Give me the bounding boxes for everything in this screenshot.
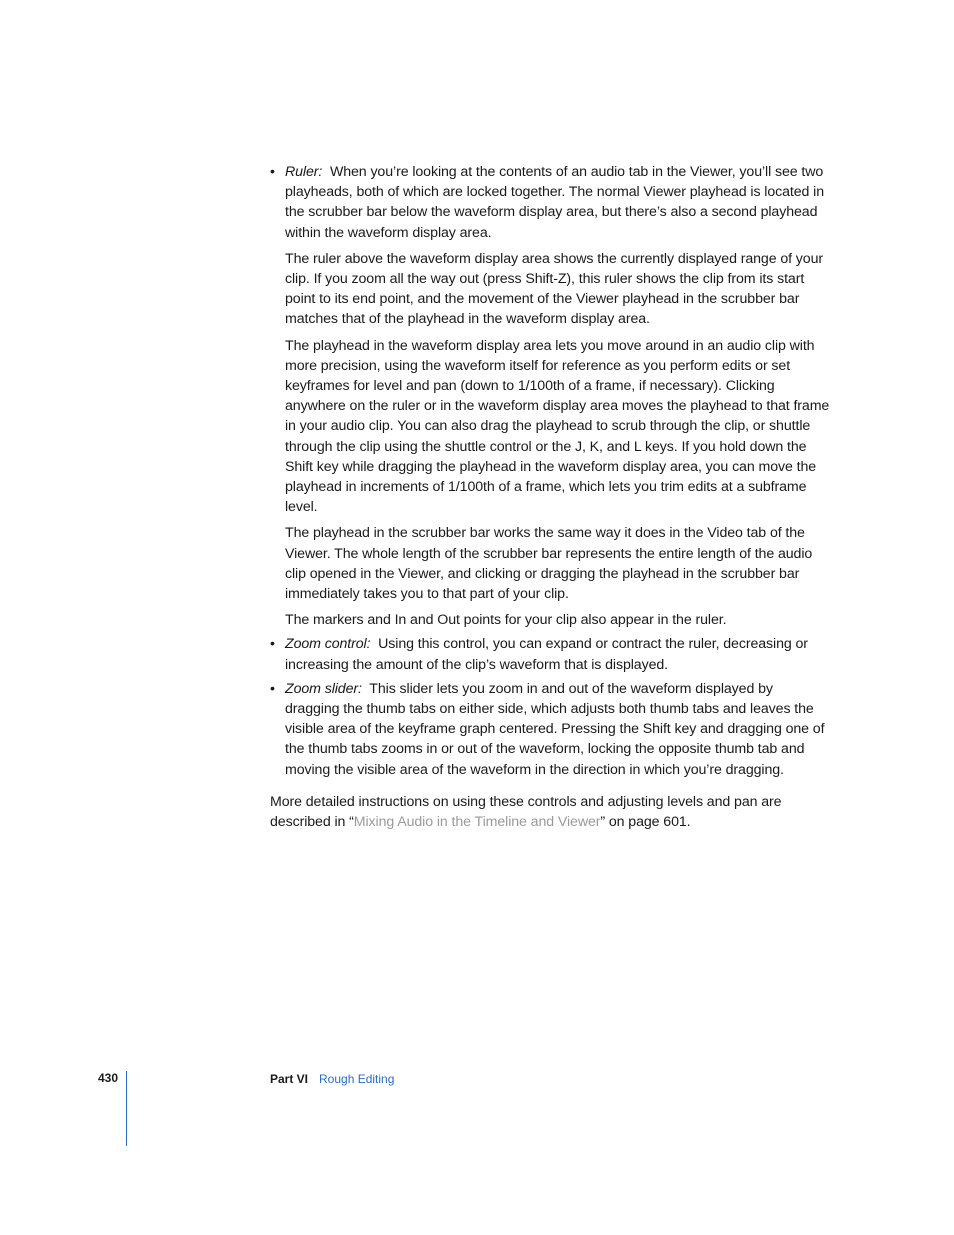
paragraph: The playhead in the scrubber bar works the same way it does in the Video tab of the Viewer. The whole length of the scrubber bar represents the entire length of the audio clip opened in the Viewer, and clicking or dragging the playhead in the scrubber bar immediately takes you to that part of your clip. bbox=[285, 525, 813, 603]
term-label: Zoom slider: bbox=[285, 680, 362, 697]
footer-divider bbox=[126, 1071, 127, 1146]
main-content bbox=[270, 162, 830, 832]
paragraph: The playhead in the waveform display area lets you move around in an audio clip with more precision, using the waveform itself for reference as you perform edits or set keyframes for level and pan (down to 1/100th of a frame, if necessary). Clicking anywhere on the ruler or in the waveform display area moves the playhead to that frame in your audio clip. You can also drag the playhead to scrub through the clip, or shuttle through the clip using the shuttle control or the J, K, and L keys. If you hold down the Shift key while dragging the playhead in the waveform display area, you can move the playhead in increments of 1/100th of a frame, which lets you trim edits at a subframe level. bbox=[285, 337, 830, 516]
paragraph: The ruler above the waveform display area shows the currently displayed range of your clip. If you zoom all the way out (press Shift-Z), this ruler shows the clip from its start point to its end point, and the movement of the Viewer playhead in the scrubber bar matches that of the playhead in the waveform display area. bbox=[285, 250, 824, 328]
closing-text-before: More detailed instructions on using these controls and adjusting levels and pan are described in “ bbox=[270, 793, 782, 831]
bullet-icon: • bbox=[270, 636, 275, 653]
paragraph-text: When you’re looking at the contents of an audio tab in the Viewer, you’ll see two playheads, both of which are locked together. The normal Viewer playhead is located in the scrubber bar below the waveform display area, but there’s also a second playhead within the waveform display area. bbox=[285, 164, 825, 241]
paragraph-text: This slider lets you zoom in and out of the waveform displayed by dragging the thumb tabs on either side, which adjusts both thumb tabs and leaves the visible area of the keyframe graph centered. Pressing the Shift key and dragging one of the thumb tabs zooms in or out of the waveform, locking the opposite thumb tab and moving the visible area of the waveform in the direction in which you’re dragging. bbox=[285, 680, 825, 778]
list-item-zoom-control bbox=[270, 634, 830, 674]
paragraph-text: Using this control, you can expand or contract the ruler, decreasing or increasing the amount of the clip’s waveform that is displayed. bbox=[285, 636, 808, 673]
paragraph bbox=[285, 634, 830, 674]
cross-reference-link[interactable]: Mixing Audio in the Timeline and Viewer bbox=[353, 814, 601, 831]
paragraph bbox=[285, 162, 830, 243]
closing-text-after: ” on page 601. bbox=[600, 814, 691, 831]
section-label: Rough Editing bbox=[319, 1072, 395, 1086]
list-item-zoom-slider bbox=[270, 679, 830, 780]
paragraph bbox=[285, 679, 830, 780]
closing-paragraph bbox=[270, 792, 830, 832]
part-label: Part VI bbox=[270, 1072, 309, 1086]
page-number: 430 bbox=[98, 1071, 119, 1085]
term-label: Zoom control: bbox=[285, 636, 371, 653]
list-item-ruler bbox=[270, 162, 830, 630]
bullet-icon: • bbox=[270, 164, 275, 180]
paragraph: The markers and In and Out points for your clip also appear in the ruler. bbox=[285, 612, 727, 629]
bullet-icon: • bbox=[270, 680, 275, 697]
term-label: Ruler: bbox=[285, 164, 323, 180]
page-footer bbox=[0, 1071, 954, 1151]
